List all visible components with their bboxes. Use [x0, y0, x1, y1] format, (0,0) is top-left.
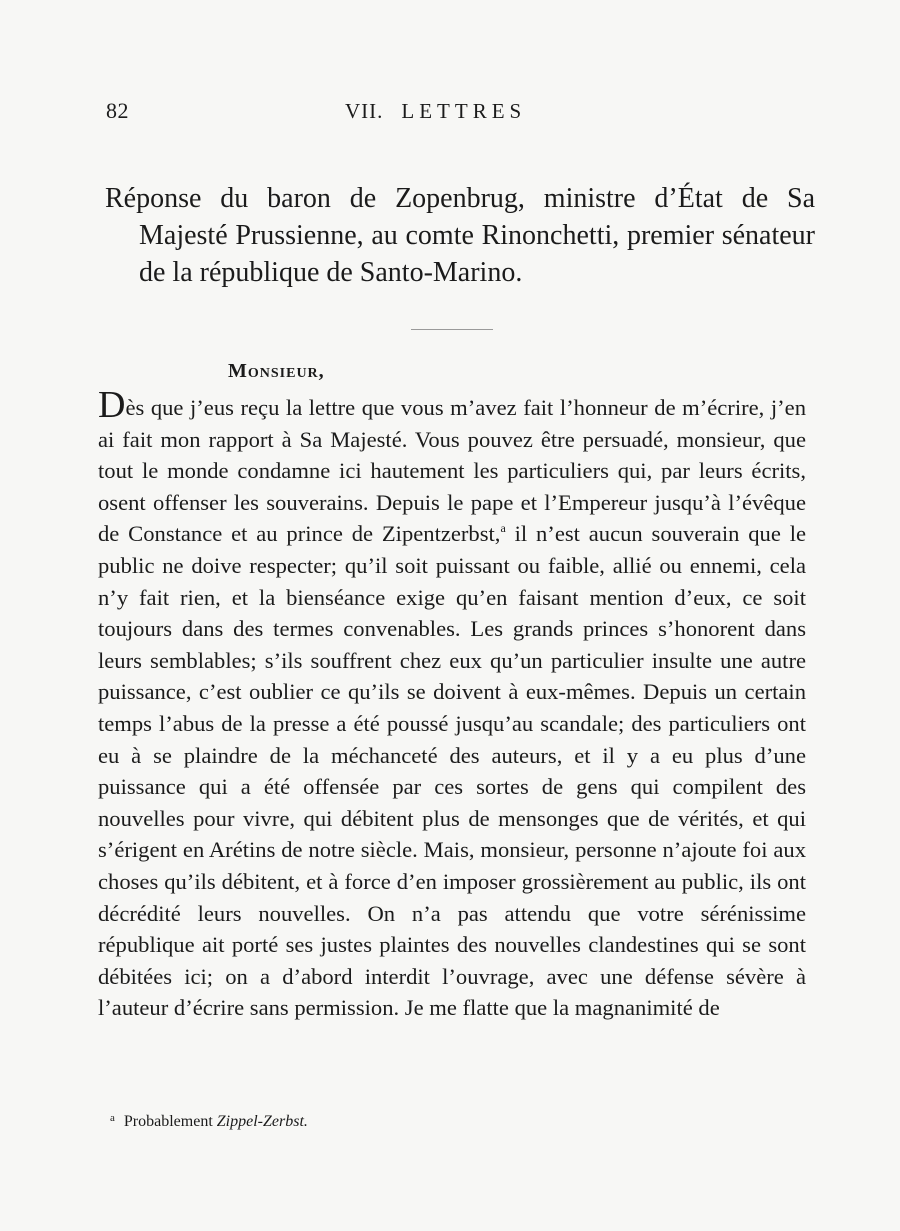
footnote — [110, 1112, 308, 1131]
section-number: VII. — [345, 99, 384, 123]
footnote-italic: Zippel-Zerbst. — [216, 1113, 308, 1130]
body-text-part-2: il n’est aucun souverain que le public ne doive respecter; qu’il soit puissant ou faible, allié ou ennemi, cela n’y fait rien, et la bienséance exige qu’en faisant mention d’eux, ce soit toujours dans des termes convenables. Les grands princes s’honorent dans leurs semblables; s’ils souffrent chez eux qu’un particulier insulte une autre puissance, c’est oublier ce qu’ils se doivent à eux-mêmes. Depuis un certain temps l’abus de la presse a été poussé jusqu’au scandale; des particuliers ont eu à se plaindre de la méchanceté des auteurs, et il y a eu plus d’une puissance qui a été offensée par ces sortes de gens qui compilent des nouvelles pour vivre, qui débitent plus de mensonges que de vérités, et qui s’érigent en Arétins de notre siècle. Mais, monsieur, personne n’ajoute foi aux choses qu’ils débitent, et à force d’en imposer grossièrement au public, ils ont décrédité leurs nouvelles. On n’a pas attendu que votre sérénissime république ait porté ses justes plaintes des nouvelles clandestines qui se sont débitées ici; on a d’abord interdit l’ouvrage, avec une défense sévère à l’auteur d’écrire sans permission. Je me flatte que la magnanimité de — [98, 521, 806, 1021]
salutation: Monsieur, — [228, 360, 325, 382]
section-title: LETTRES — [401, 99, 527, 123]
footnote-text: Probablement — [123, 1113, 213, 1130]
drop-cap: D — [98, 384, 126, 426]
letter-body — [98, 384, 806, 1024]
page-number: 82 — [106, 98, 129, 123]
footnote-mark: a — [110, 1112, 115, 1124]
letter-heading: Réponse du baron de Zopenbrug, ministre d’État de Sa Majesté Prussienne, au comte Rinonchetti, premier sénateur de la république de Santo-Marino. — [105, 183, 815, 288]
footnote-reference: a — [500, 521, 506, 536]
body-text-part-1: ès que j’eus reçu la lettre que vous m’avez fait l’honneur de m’écrire, j’en ai fait mon rapport à Sa Majesté. Vous pouvez être persuadé, monsieur, que tout le monde condamne ici hautement les particuliers qui, par leurs écrits, osent offenser les souverains. Depuis le pape et l’Empereur jusqu’à l’évêque de Constance et au prince de Zipentzerbst, — [98, 395, 806, 547]
running-head — [345, 99, 526, 124]
section-divider — [411, 329, 493, 330]
